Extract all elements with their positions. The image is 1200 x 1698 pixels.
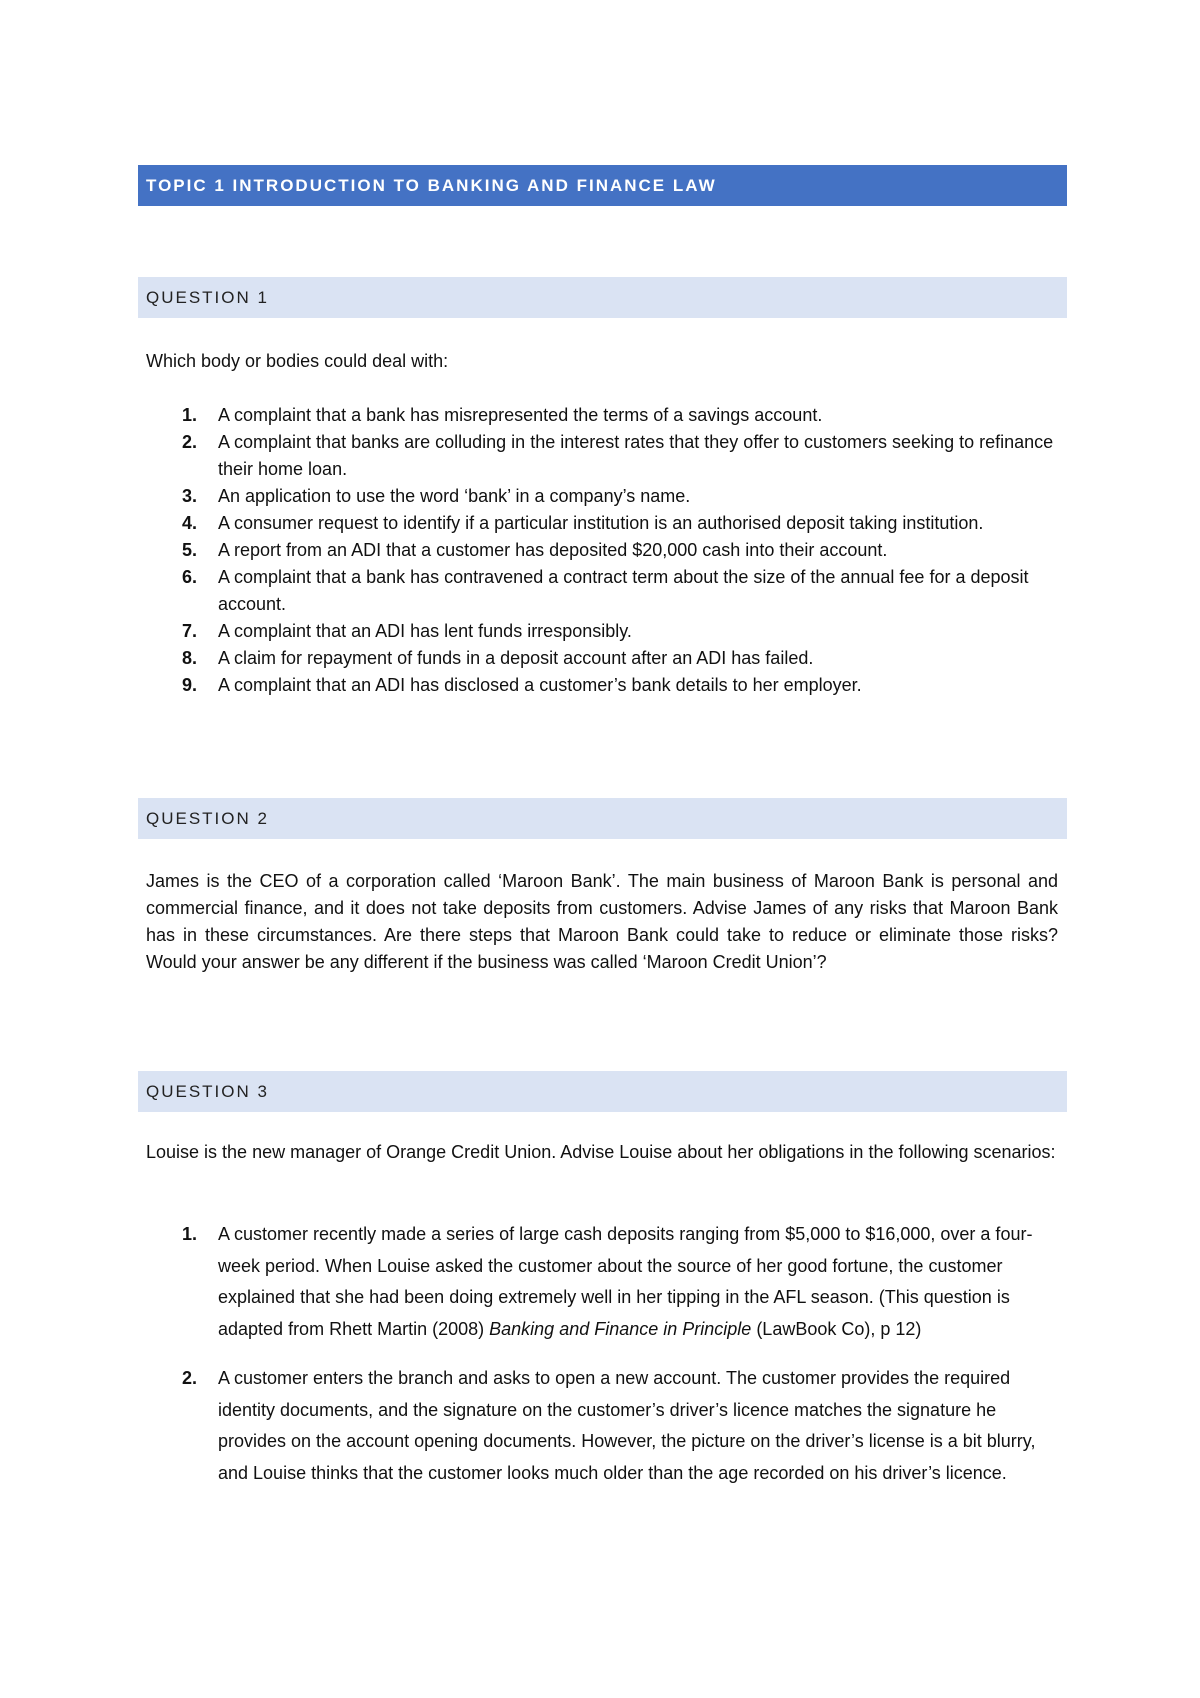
list-text: A consumer request to identify if a particular institution is an authorised deposit taking institution. [218,513,984,533]
question-1-list [146,402,1058,699]
question-3-intro-text: Louise is the new manager of Orange Credit Union. Advise Louise about her obligations in the following scenarios: [146,1142,1056,1162]
list-text-after: (LawBook Co), p 12) [751,1318,922,1339]
list-number: 3. [182,486,198,506]
list-item [146,402,1058,429]
list-number: 8. [182,648,198,668]
list-text: A claim for repayment of funds in a deposit account after an ADI has failed. [218,648,814,668]
question-3-list [146,1219,1058,1507]
list-text: A complaint that an ADI has disclosed a customer’s bank details to her employer. [218,675,862,695]
list-number: 9. [182,675,198,695]
topic-title: TOPIC 1 INTRODUCTION TO BANKING AND FINANCE LAW [146,175,717,195]
question-2-heading [138,798,1067,839]
list-text: A complaint that banks are colluding in the interest rates that they offer to customers seeking to refinance their home loan. [218,432,1054,479]
question-3-intro [146,1136,1058,1168]
list-item [146,537,1058,564]
list-text: A complaint that a bank has contravened a contract term about the size of the annual fee for a deposit account. [218,567,1029,614]
question-1-intro-text: Which body or bodies could deal with: [146,351,449,371]
question-1-heading [138,277,1067,318]
question-2-text: James is the CEO of a corporation called ‘Maroon Bank’. The main business of Maroon Bank is personal and commercial finance, and it does not take deposits from customers. Advise James of any risks that Maroon Bank has in these circumstances. Are there steps that Maroon Bank could take to reduce or eliminate those risks? Would your answer be any different if the business was called ‘Maroon Credit Union’? [146,871,1058,972]
list-item [146,1219,1058,1345]
list-item [146,564,1058,618]
list-text: An application to use the word ‘bank’ in a company’s name. [218,486,691,506]
list-number: 2. [182,1368,198,1388]
topic-heading [138,165,1067,206]
question-2-title: QUESTION 2 [146,808,269,828]
question-1-title: QUESTION 1 [146,287,269,307]
list-item [146,483,1058,510]
list-item [146,1363,1058,1489]
question-3-title: QUESTION 3 [146,1081,269,1101]
list-text: A customer enters the branch and asks to open a new account. The customer provides the required identity documents, and the signature on the customer’s driver’s licence matches the signature he provides on the account opening documents. However, the picture on the driver’s license is a bit blurry, and Louise thinks that the customer looks much older than the age recorded on his driver’s licence. [218,1368,1036,1483]
book-title: Banking and Finance in Principle [489,1318,752,1339]
list-text: A complaint that an ADI has lent funds irresponsibly. [218,621,632,641]
list-text: A customer recently made a series of large cash deposits ranging from $5,000 to $16,000, over a four-week period. When Louise asked the customer about the source of her good fortune, the customer explained that she had been doing extremely well in her tipping in the AFL season. (This question is adapted from Rhett Martin (2008) [218,1224,1033,1339]
list-item [146,645,1058,672]
list-number: 1. [182,405,198,425]
list-number: 1. [182,1224,198,1244]
question-1-intro [146,348,1058,375]
list-item [146,429,1058,483]
list-item [146,672,1058,699]
list-item [146,618,1058,645]
question-3-heading [138,1071,1067,1112]
question-2-body [146,868,1058,976]
list-number: 6. [182,567,198,587]
list-number: 5. [182,540,198,560]
list-text: A report from an ADI that a customer has deposited $20,000 cash into their account. [218,540,888,560]
list-number: 4. [182,513,198,533]
list-number: 2. [182,432,198,452]
list-number: 7. [182,621,198,641]
list-text: A complaint that a bank has misrepresented the terms of a savings account. [218,405,823,425]
list-item [146,510,1058,537]
